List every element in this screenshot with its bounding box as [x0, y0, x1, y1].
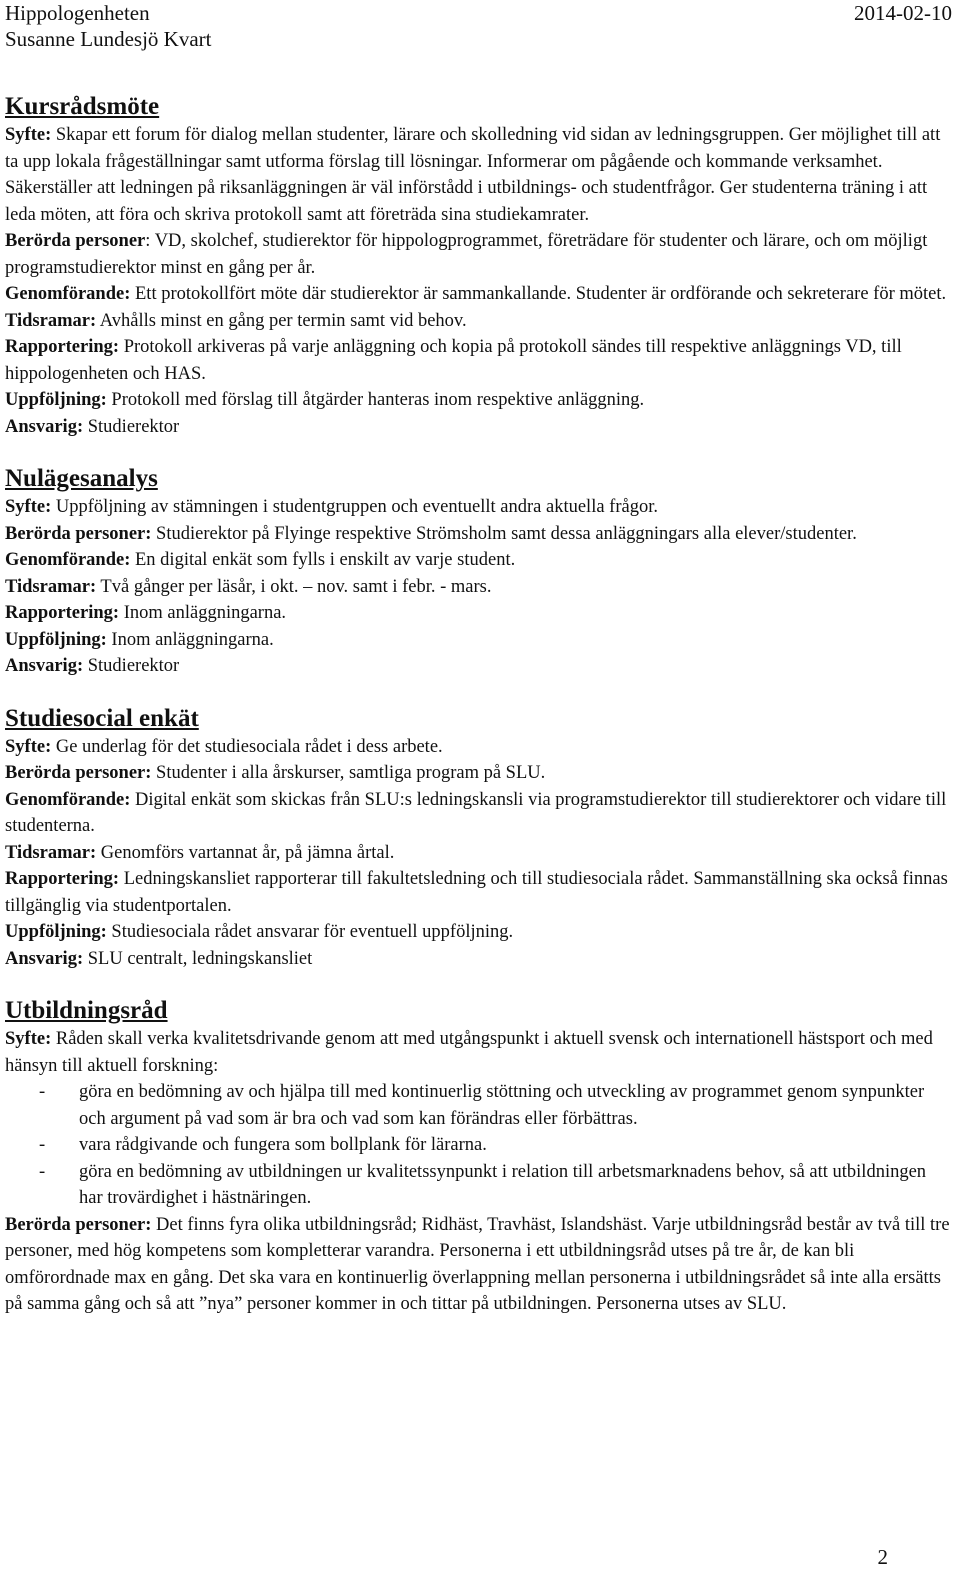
field-text: Studenter i alla årskurser, samtliga program på SLU.: [151, 763, 546, 783]
field-paragraph: [5, 228, 953, 281]
field-text: Ge underlag för det studiesociala rådet i dess arbete.: [51, 736, 443, 757]
page-number: 2: [877, 1545, 888, 1569]
field-label: Ansvarig:: [5, 948, 84, 969]
field-text: Skapar ett forum för dialog mellan studenter, lärare och skolledning vid sidan av ledningsgruppen. Ger möjlighet till att ta upp lokala frågeställningar samt utforma förslag till lösningar. Informerar om pågående och kommande verksamhet. Säkerställer att ledningen på riksanläggningen är väl införstådd i utbildnings- och studentfrågor. Ger studenterna träning i att leda möten, att föra och skriva protokoll samt att företräda sina studiekamrater.: [5, 125, 941, 225]
field-text: Inom anläggningarna.: [119, 603, 287, 623]
field-paragraph: [5, 334, 953, 387]
field-text: Protokoll arkiveras på varje anläggning och kopia på protokoll sändes till respektive anläggnings VD, till hippologenheten och HAS.: [5, 337, 902, 384]
field-paragraph: [5, 600, 953, 627]
field-paragraph: [5, 919, 953, 946]
field-text: Råden skall verka kvalitetsdrivande genom att med utgångspunkt i aktuell svensk och internationell hästsport och med hänsyn till aktuell forskning:: [5, 1029, 933, 1076]
field-text: Studierektor: [83, 656, 180, 676]
field-paragraph: [5, 840, 953, 867]
field-label: Uppföljning:: [5, 922, 107, 942]
header-date: 2014-02-10: [854, 1, 952, 25]
field-text: Det finns fyra olika utbildningsråd; Ridhäst, Travhäst, Islandshäst. Varje utbildningsråd består av två till tre personer, med hög kompetens som kompletterar varandra. Personerna i ett utbildningsråd utses på tre år, de kan bli omförordnade max en gång. Det ska vara en kontinuerlig överlappning mellan personerna i utbildningsrådet så inte alla ersätts på samma gång och så att ”nya” personer kommer in och tittar på utbildningen. Personerna utses av SLU.: [5, 1214, 950, 1314]
list-item: - göra en bedömning av och hjälpa till med kontinuerlig stöttning och utveckling av programmet genom synpunkter och argument på vad som är bra och vad som kan förändras eller förbättras.: [5, 1079, 953, 1132]
field-paragraph: [5, 414, 953, 441]
field-paragraph: [5, 946, 953, 973]
field-text: Studiesociala rådet ansvarar för eventuell uppföljning.: [106, 922, 514, 942]
list-item: - vara rådgivande och fungera som bollplank för lärarna.: [5, 1132, 953, 1159]
field-text: Genomförs vartannat år, på jämna årtal.: [96, 842, 395, 863]
field-label: Genomförande:: [5, 789, 131, 810]
field-paragraph: [5, 521, 953, 548]
field-paragraph: [5, 760, 953, 787]
field-paragraph: [5, 122, 953, 228]
section-title-nulagesanalys: Nulägesanalys: [5, 465, 158, 492]
field-text: SLU centralt, ledningskansliet: [83, 948, 313, 969]
field-paragraph: [5, 494, 953, 521]
field-paragraph: [5, 866, 953, 919]
field-label: Rapportering:: [5, 603, 120, 623]
field-paragraph: [5, 308, 953, 335]
field-text: Studierektor: [83, 416, 180, 437]
field-paragraph: [5, 734, 953, 761]
field-label: Syfte:: [5, 497, 52, 517]
field-label: Uppföljning:: [5, 390, 107, 410]
field-paragraph: [5, 387, 953, 414]
field-text: Protokoll med förslag till åtgärder hanteras inom respektive anläggning.: [106, 390, 645, 410]
page-header: [5, 0, 952, 52]
field-label: Berörda personer:: [5, 523, 152, 544]
field-text: Digital enkät som skickas från SLU:s ledningskansli via programstudierektor till studierektorer och vidare till studenterna.: [5, 789, 947, 836]
field-text: : VD, skolchef, studierektor för hippologprogrammet, företrädare för studenter och lärare, och om möjligt programstudierektor minst en gång per år.: [5, 231, 928, 278]
field-text: Ett protokollfört möte där studierektor är sammankallande. Studenter är ordförande och sekreterare för mötet.: [130, 284, 947, 304]
field-text: En digital enkät som fylls i enskilt av varje student.: [130, 550, 516, 570]
field-label: Genomförande:: [5, 550, 131, 570]
field-label: Berörda personer:: [5, 1214, 152, 1235]
field-paragraph: [5, 1026, 953, 1079]
field-label: Ansvarig:: [5, 656, 84, 676]
field-paragraph: [5, 281, 953, 308]
field-paragraph: [5, 1212, 953, 1318]
field-label: Berörda personer: [5, 231, 146, 251]
field-label: Rapportering:: [5, 869, 120, 889]
field-paragraph: [5, 627, 953, 654]
field-paragraph: [5, 547, 953, 574]
field-text: Avhålls minst en gång per termin samt vid behov.: [96, 310, 467, 331]
field-text: Två gånger per läsår, i okt. – nov. samt i febr. - mars.: [96, 576, 492, 597]
document-body: [5, 92, 953, 1318]
field-label: Syfte:: [5, 736, 52, 757]
field-text: Inom anläggningarna.: [106, 629, 274, 650]
section-title-utbildningsrad: Utbildningsråd: [5, 997, 168, 1024]
field-label: Genomförande:: [5, 284, 131, 304]
field-label: Tidsramar:: [5, 576, 97, 597]
header-author: Susanne Lundesjö Kvart: [5, 27, 212, 51]
field-label: Tidsramar:: [5, 310, 97, 331]
field-label: Berörda personer:: [5, 763, 152, 783]
field-label: Tidsramar:: [5, 842, 97, 863]
field-label: Uppföljning:: [5, 629, 107, 650]
field-paragraph: [5, 787, 953, 840]
field-paragraph: [5, 574, 953, 601]
section-title-studiesocial-enkat: Studiesocial enkät: [5, 704, 199, 732]
header-unit: Hippologenheten: [5, 1, 150, 25]
field-label: Rapportering:: [5, 337, 120, 357]
section-title-kursradsmote: Kursrådsmöte: [5, 93, 160, 120]
field-text: Uppföljning av stämningen i studentgruppen och eventuellt andra aktuella frågor.: [51, 497, 658, 517]
field-label: Ansvarig:: [5, 416, 84, 437]
bullet-list: [5, 1079, 953, 1212]
field-text: Ledningskansliet rapporterar till fakultetsledning och till studiesociala rådet. Sammanställning ska också finnas tillgänglig via studentportalen.: [5, 869, 948, 916]
field-paragraph: [5, 653, 953, 680]
field-label: Syfte:: [5, 125, 52, 145]
list-item: - göra en bedömning av utbildningen ur kvalitetssynpunkt i relation till arbetsmarknadens behov, så att utbildningen har trovärdighet i hästnäringen.: [5, 1159, 953, 1212]
field-text: Studierektor på Flyinge respektive Strömsholm samt dessa anläggningars alla elever/studenter.: [151, 523, 857, 544]
field-label: Syfte:: [5, 1029, 52, 1049]
